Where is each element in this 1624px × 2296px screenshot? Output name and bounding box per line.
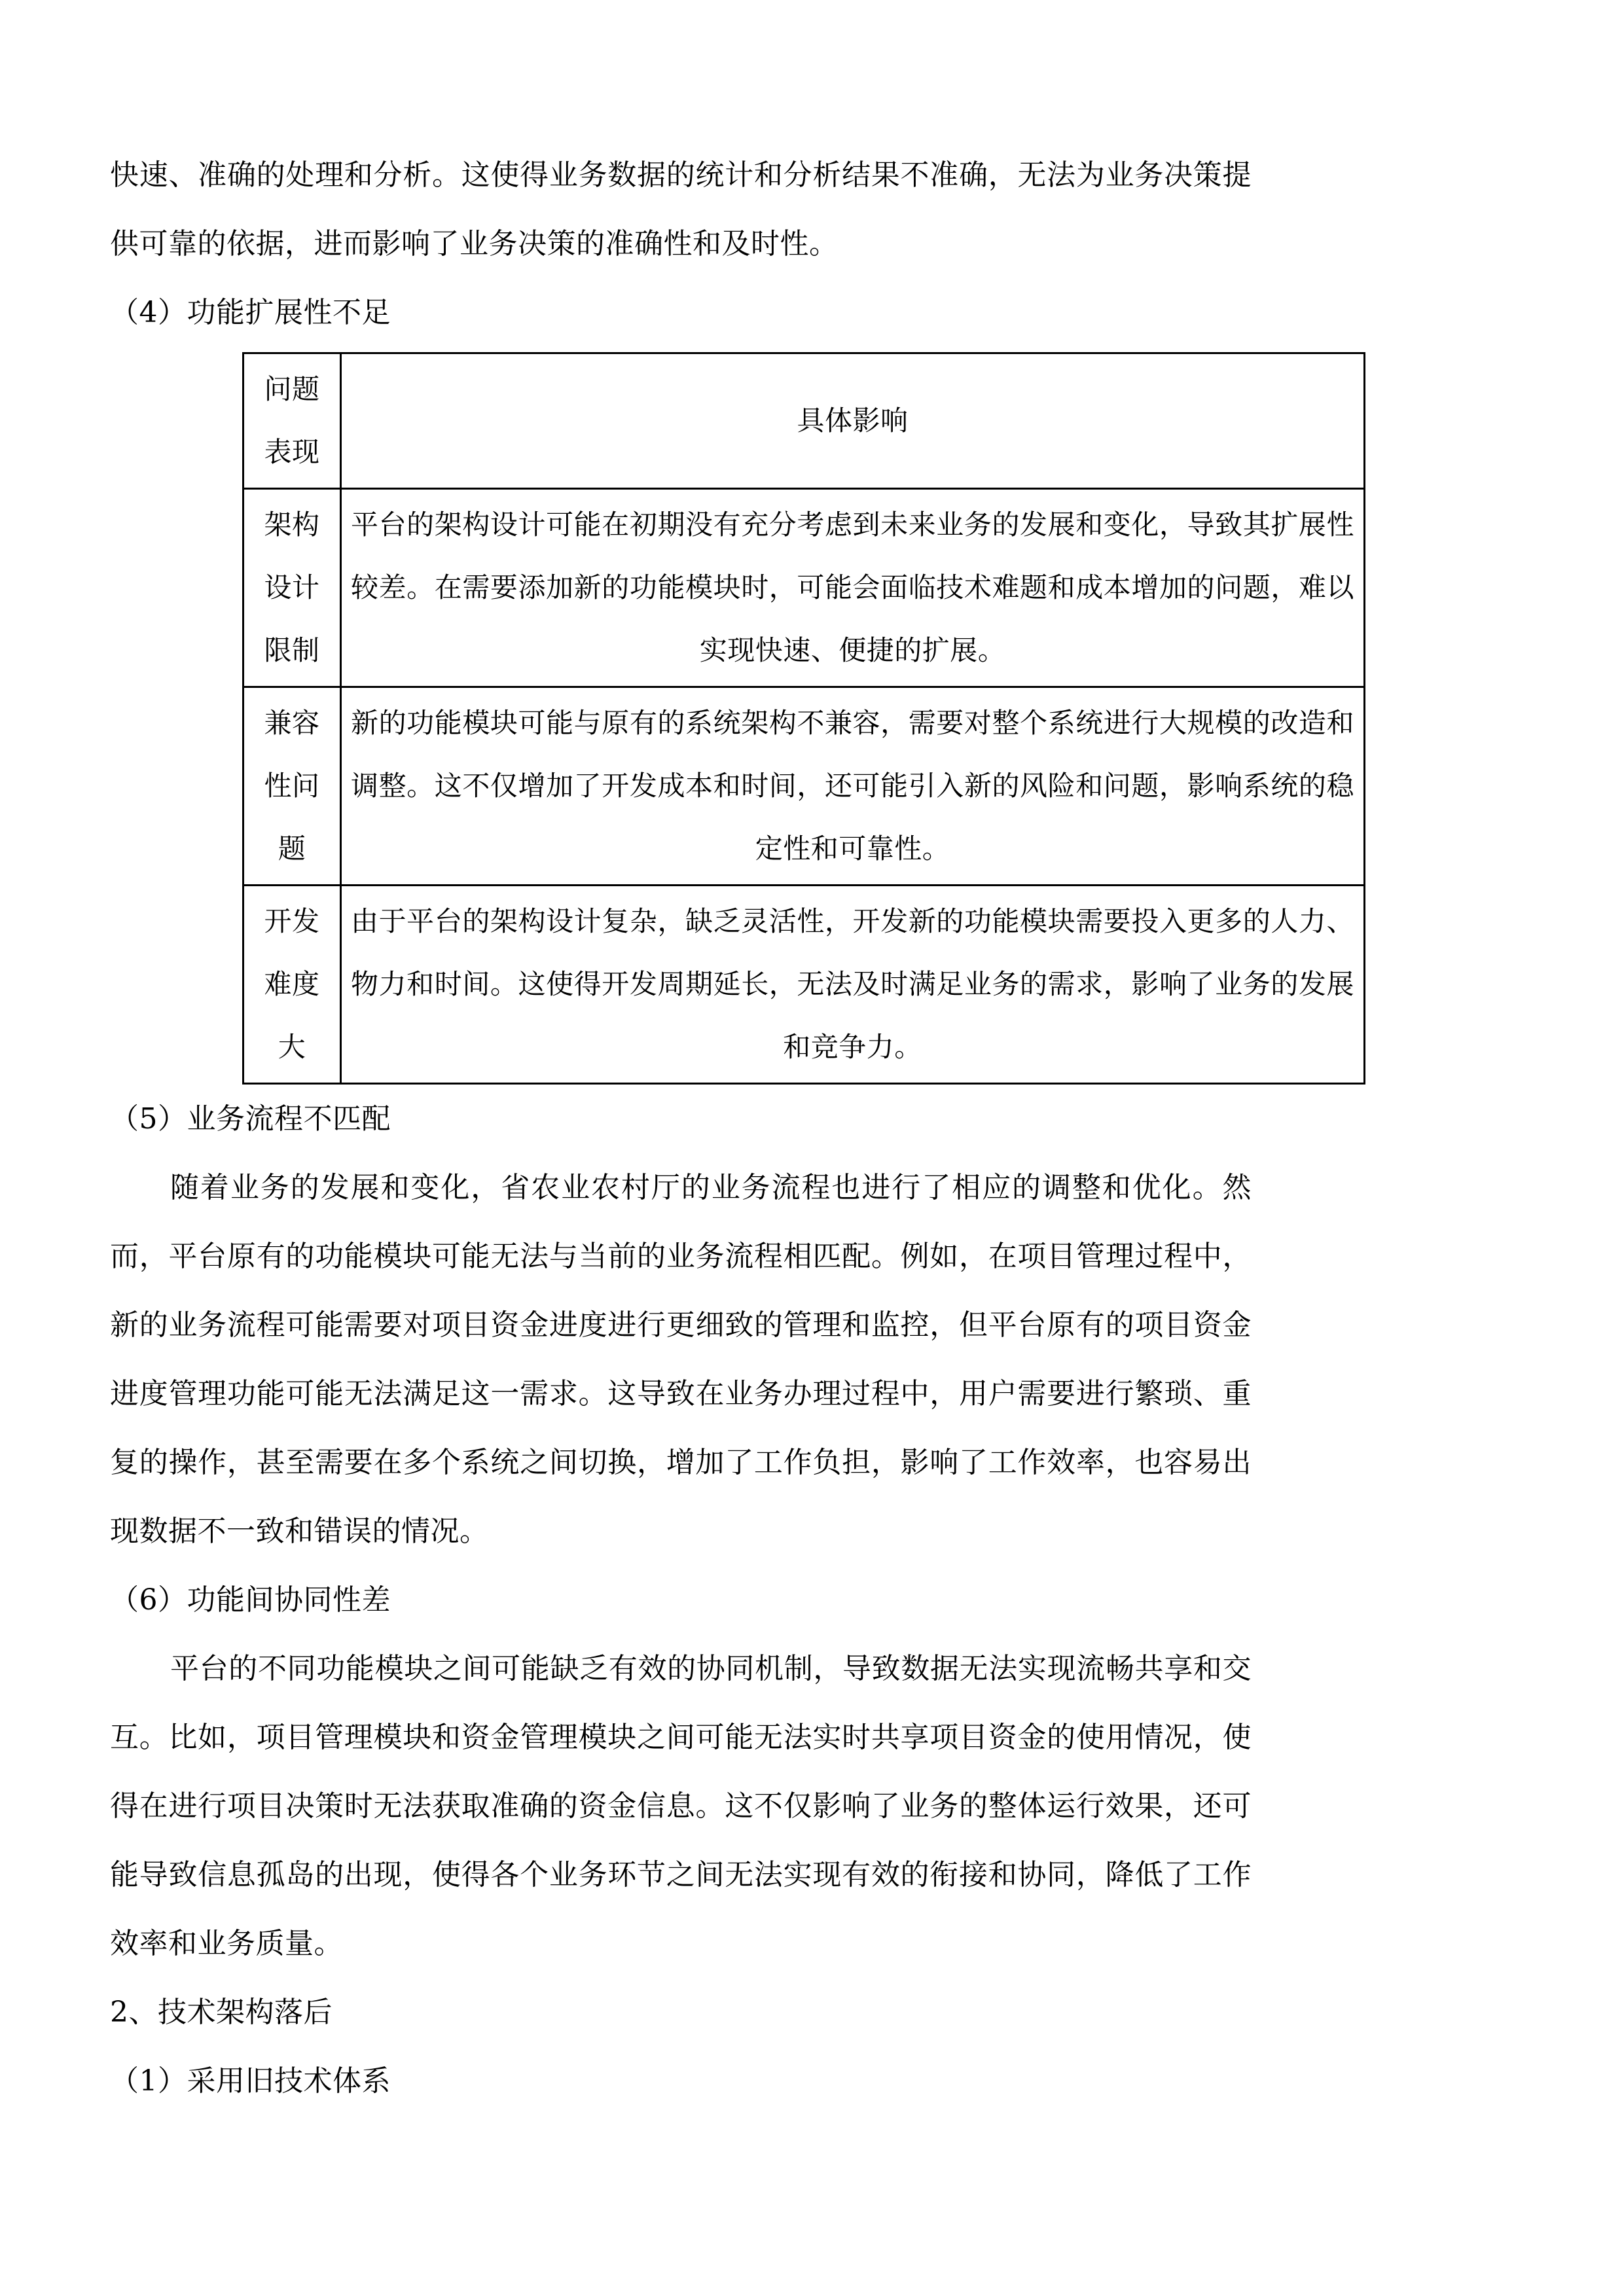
- table-row: [244, 687, 1365, 886]
- page-content: [110, 141, 1354, 2115]
- table-cell-term: 兼容性问题: [244, 687, 341, 886]
- paragraph-continued: 快速、准确的处理和分析。这使得业务数据的统计和分析结果不准确，无法为业务决策提供可靠的依据，进而影响了业务决策的准确性和及时性。: [110, 158, 1252, 260]
- heading-5: （5）业务流程不匹配: [110, 1102, 391, 1136]
- paragraph-5: 随着业务的发展和变化，省农业农村厅的业务流程也进行了相应的调整和优化。然而，平台原有的功能模块可能无法与当前的业务流程相匹配。例如，在项目管理过程中，新的业务流程可能需要对项目资金进度进行更细致的管理和监控，但平台原有的项目资金进度管理功能可能无法满足这一需求。这导致在业务办理过程中，用户需要进行繁琐、重复的操作，甚至需要在多个系统之间切换，增加了工作负担，影响了工作效率，也容易出现数据不一致和错误的情况。: [110, 1171, 1252, 1548]
- heading-6: （6）功能间协同性差: [110, 1583, 391, 1617]
- heading-4: （4）功能扩展性不足: [110, 296, 391, 329]
- table-row: [244, 886, 1365, 1084]
- paragraph-6: 平台的不同功能模块之间可能缺乏有效的协同机制，导致数据无法实现流畅共享和交互。比如，项目管理模块和资金管理模块之间可能无法实时共享项目资金的使用情况，使得在进行项目决策时无法获取准确的资金信息。这不仅影响了业务的整体运行效果，还可能导致信息孤岛的出现，使得各个业务环节之间无法实现有效的衔接和协同，降低了工作效率和业务质量。: [110, 1652, 1252, 1960]
- table-cell-term: 开发难度大: [244, 886, 341, 1084]
- table-header-term: 问题表现: [244, 353, 341, 489]
- table-cell-impact: 由于平台的架构设计复杂，缺乏灵活性，开发新的功能模块需要投入更多的人力、物力和时间。这使得开发周期延长，无法及时满足业务的需求，影响了业务的发展和竞争力。: [341, 886, 1365, 1084]
- table-row: [244, 489, 1365, 687]
- table-header-row: [244, 353, 1365, 489]
- table-cell-term: 架构设计限制: [244, 489, 341, 687]
- impact-table: [242, 352, 1365, 1085]
- heading-2: 2、技术架构落后: [110, 1996, 333, 2029]
- table-cell-impact: 新的功能模块可能与原有的系统架构不兼容，需要对整个系统进行大规模的改造和调整。这不仅增加了开发成本和时间，还可能引入新的风险和问题，影响系统的稳定性和可靠性。: [341, 687, 1365, 886]
- table-header-impact: 具体影响: [341, 353, 1365, 489]
- table-cell-impact: 平台的架构设计可能在初期没有充分考虑到未来业务的发展和变化，导致其扩展性较差。在需要添加新的功能模块时，可能会面临技术难题和成本增加的问题，难以实现快速、便捷的扩展。: [341, 489, 1365, 687]
- heading-2-1: （1）采用旧技术体系: [110, 2064, 391, 2098]
